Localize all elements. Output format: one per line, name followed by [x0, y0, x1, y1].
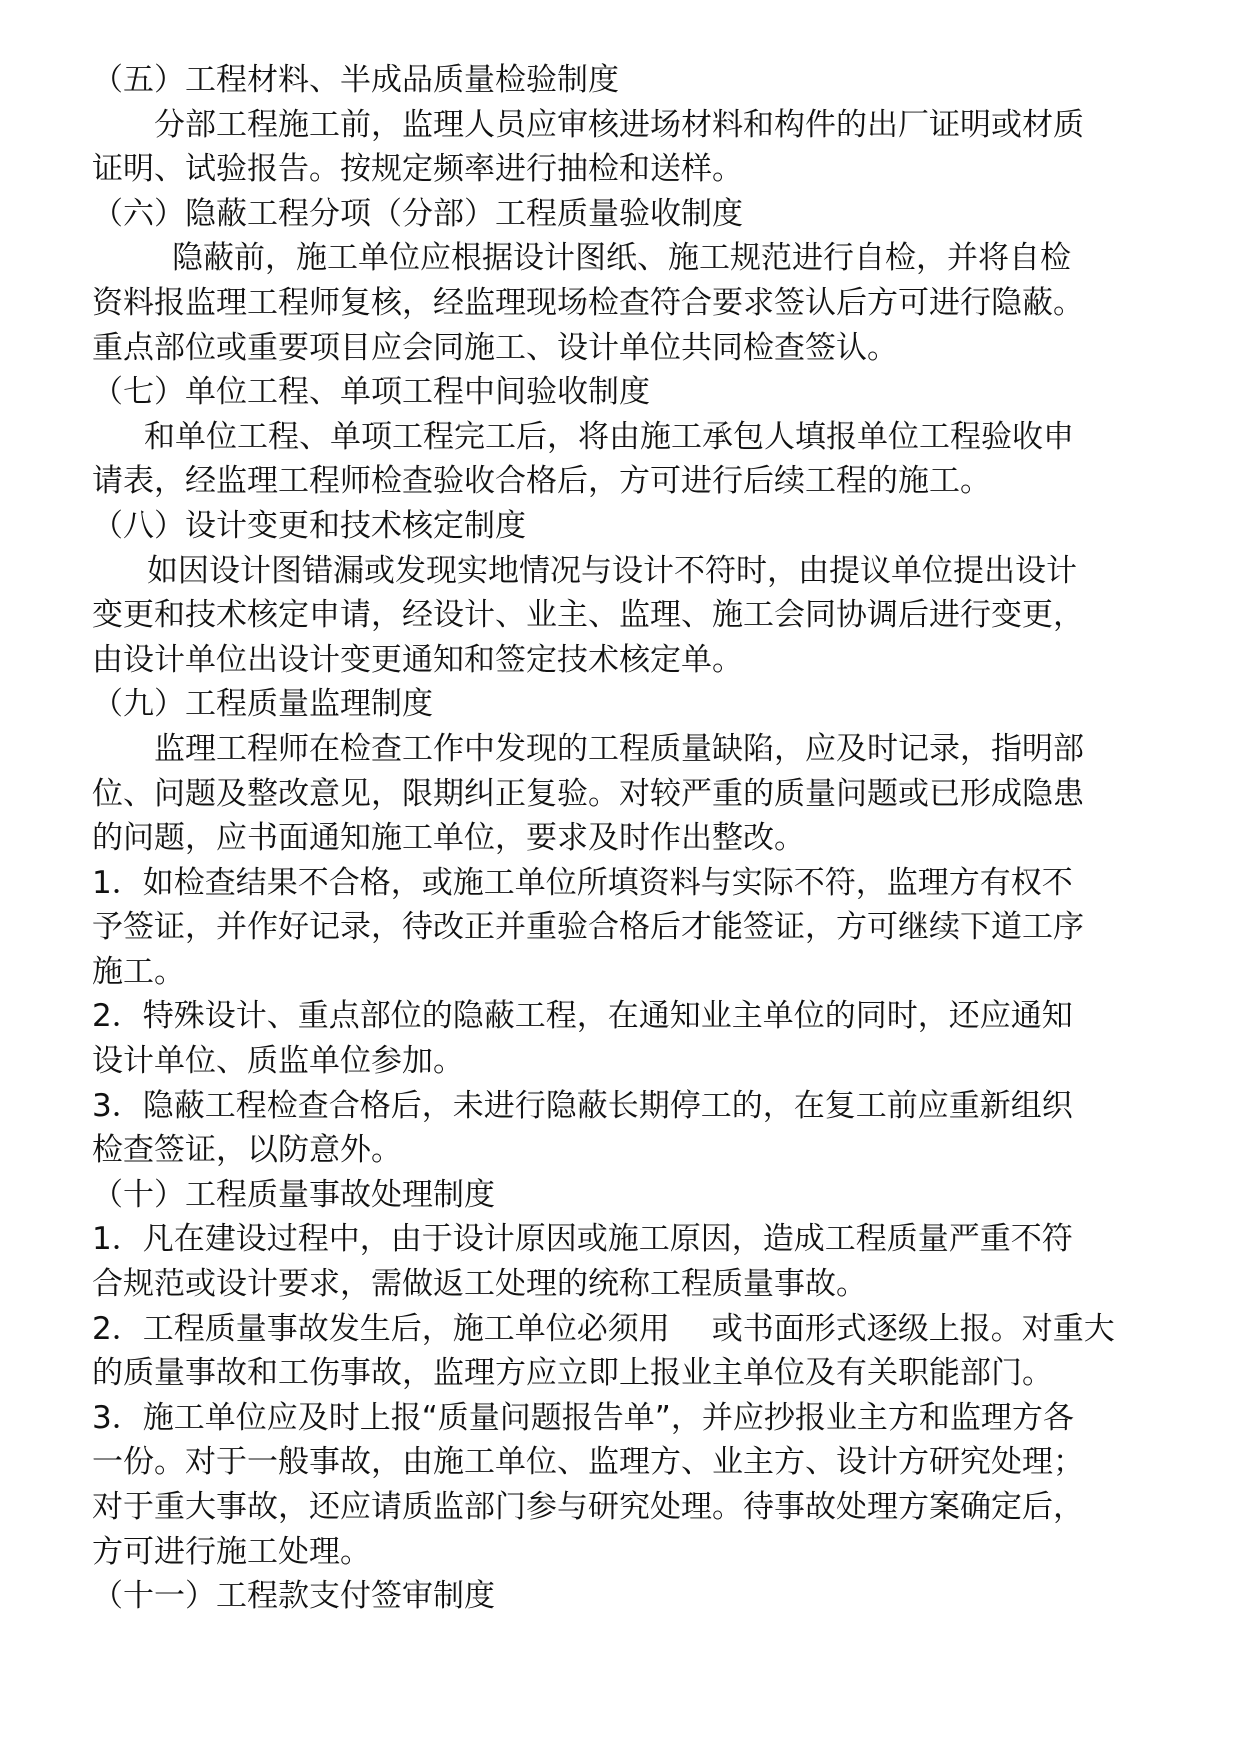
list-item-line: 予签证，并作好记录，待改正并重验合格后才能签证，方可继续下道工序	[92, 909, 1084, 946]
paragraph-line: 证明、试验报告。按规定频率进行抽检和送样。	[92, 151, 743, 188]
paragraph-line: 分部工程施工前，监理人员应审核进场材料和构件的出厂证明或材质	[154, 106, 1084, 143]
section-heading-6: （六）隐蔽工程分项（分部）工程质量验收制度	[92, 195, 743, 232]
section-heading-8: （八）设计变更和技术核定制度	[92, 507, 526, 544]
list-item-line: 3．施工单位应及时上报“质量问题报告单”，并应抄报业主方和监理方各	[92, 1399, 1074, 1436]
list-item-line: 施工。	[92, 953, 185, 990]
list-item-line: 1．凡在建设过程中，由于设计原因或施工原因，造成工程质量严重不符	[92, 1221, 1073, 1258]
list-item-line: 一份。对于一般事故，由施工单位、监理方、业主方、设计方研究处理；	[92, 1444, 1084, 1481]
list-item-text-part: 或书面形式逐级上报。对重大	[711, 1310, 1115, 1347]
paragraph-line: 资料报监理工程师复核，经监理现场检查符合要求签认后方可进行隐蔽。	[92, 284, 1084, 321]
paragraph-line: 重点部位或重要项目应会同施工、设计单位共同检查签认。	[92, 329, 898, 366]
section-heading-9: （九）工程质量监理制度	[92, 686, 433, 723]
section-heading-7: （七）单位工程、单项工程中间验收制度	[92, 374, 650, 411]
paragraph-line: 和单位工程、单项工程完工后，将由施工承包人填报单位工程验收申	[144, 418, 1074, 455]
list-item-line	[92, 1307, 1160, 1352]
section-heading-5: （五）工程材料、半成品质量检验制度	[92, 62, 619, 98]
list-item-line: 1．如检查结果不合格，或施工单位所填资料与实际不符，监理方有权不	[92, 864, 1073, 901]
list-item-line: 2．特殊设计、重点部位的隐蔽工程，在通知业主单位的同时，还应通知	[92, 998, 1073, 1035]
list-item-line: 的质量事故和工伤事故，监理方应立即上报业主单位及有关职能部门。	[92, 1355, 1053, 1392]
document-page	[92, 58, 1160, 1619]
paragraph-line: 位、问题及整改意见，限期纠正复验。对较严重的质量问题或已形成隐患	[92, 775, 1084, 812]
list-item-text-part: 2．工程质量事故发生后，施工单位必须用	[92, 1310, 670, 1347]
list-item-line: 检查签证，以防意外。	[92, 1132, 402, 1169]
list-item-line: 方可进行施工处理。	[92, 1533, 371, 1570]
section-heading-11: （十一）工程款支付签审制度	[92, 1578, 495, 1615]
list-item-line: 合规范或设计要求，需做返工处理的统称工程质量事故。	[92, 1266, 867, 1303]
paragraph-line: 变更和技术核定申请，经设计、业主、监理、施工会同协调后进行变更，	[92, 597, 1084, 634]
paragraph-line: 如因设计图错漏或发现实地情况与设计不符时，由提议单位提出设计	[147, 552, 1077, 589]
paragraph-line: 由设计单位出设计变更通知和签定技术核定单。	[92, 641, 743, 678]
list-item-line: 3．隐蔽工程检查合格后，未进行隐蔽长期停工的，在复工前应重新组织	[92, 1087, 1073, 1124]
paragraph-line: 监理工程师在检查工作中发现的工程质量缺陷，应及时记录，指明部	[154, 730, 1084, 767]
paragraph-line: 隐蔽前，施工单位应根据设计图纸、施工规范进行自检，并将自检	[172, 240, 1071, 277]
list-item-line: 设计单位、质监单位参加。	[92, 1043, 464, 1080]
paragraph-line: 的问题，应书面通知施工单位，要求及时作出整改。	[92, 820, 805, 857]
list-item-line: 对于重大事故，还应请质监部门参与研究处理。待事故处理方案确定后，	[92, 1489, 1084, 1525]
section-heading-10: （十）工程质量事故处理制度	[92, 1176, 495, 1213]
paragraph-line: 请表，经监理工程师检查验收合格后，方可进行后续工程的施工。	[92, 463, 991, 500]
